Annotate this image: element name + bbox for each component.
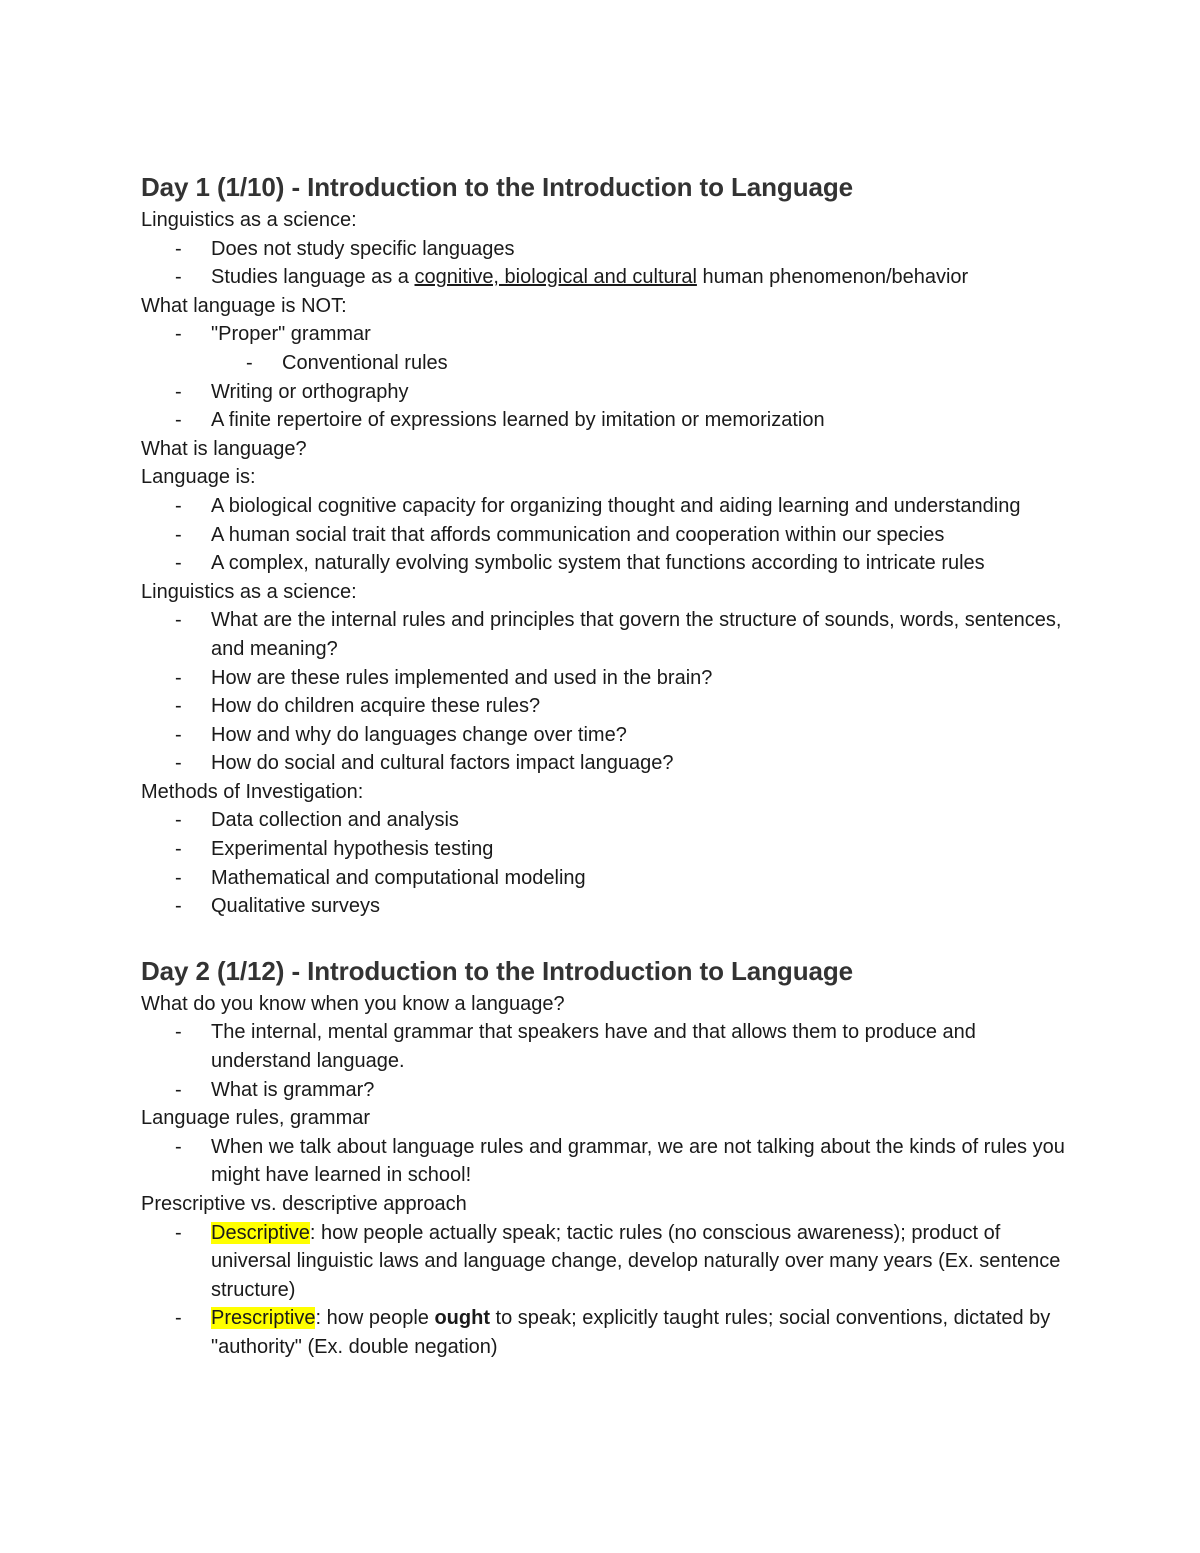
list-item: - The internal, mental grammar that speakers have and that allows them to produce and understand language.	[175, 1021, 976, 1073]
list-item: - Studies language as a cognitive, biological and cultural human phenomenon/behavior	[175, 266, 969, 289]
section-label: What language is NOT:	[141, 294, 347, 317]
section-label: Prescriptive vs. descriptive approach	[141, 1193, 467, 1215]
section-label: Linguistics as a science:	[141, 580, 357, 603]
list-item: - When we talk about language rules and grammar, we are not talking about the kinds of rules you might have learned in school!	[175, 1135, 1065, 1187]
list-item: - A finite repertoire of expressions learned by imitation or memorization	[175, 409, 825, 432]
section-label: Linguistics as a science:	[141, 209, 357, 231]
document-page	[141, 168, 1081, 1362]
highlighted-term: Descriptive	[211, 1221, 310, 1244]
section-label: Methods of Investigation:	[141, 780, 364, 803]
section-label: What do you know when you know a language?	[141, 992, 565, 1015]
underlined-text: cognitive, biological and cultural	[414, 266, 697, 289]
list-item: - "Proper" grammar	[175, 323, 371, 346]
list-item: - Experimental hypothesis testing	[175, 838, 494, 861]
section-label: Language is:	[141, 466, 256, 489]
list-item: - Prescriptive: how people ought to speak; explicitly taught rules; social conventions, dictated by "authority" (Ex. double negation)	[175, 1307, 1051, 1358]
list-item: - Writing or orthography	[175, 380, 409, 403]
bold-text: ought	[434, 1307, 490, 1330]
list-item: - A human social trait that affords communication and cooperation within our species	[175, 523, 945, 546]
list-item: - Descriptive: how people actually speak; tactic rules (no conscious awareness); product of universal linguistic laws and language change, develop naturally over many years (Ex. sentence structure)	[175, 1221, 1061, 1301]
section-label: Language rules, grammar	[141, 1107, 371, 1130]
list-item: - How do social and cultural factors impact language?	[175, 752, 674, 775]
list-item: - How are these rules implemented and used in the brain?	[175, 666, 713, 689]
sub-list-item: - Conventional rules	[246, 351, 448, 374]
list-item: - How and why do languages change over time?	[175, 723, 627, 746]
day2-heading: Day 2 (1/12) - Introduction to the Introduction to Language	[141, 955, 853, 986]
list-item: - How do children acquire these rules?	[175, 695, 541, 718]
list-item: - A complex, naturally evolving symbolic system that functions according to intricate rules	[175, 552, 985, 575]
highlighted-term: Prescriptive	[211, 1307, 316, 1330]
list-item: - What is grammar?	[175, 1078, 375, 1101]
day1-heading: Day 1 (1/10) - Introduction to the Introduction to Language	[141, 172, 853, 202]
list-item: - A biological cognitive capacity for organizing thought and aiding learning and understanding	[175, 494, 1021, 517]
list-item: - Mathematical and computational modeling	[175, 866, 586, 889]
section-label: What is language?	[141, 437, 307, 460]
list-item: - Qualitative surveys	[175, 895, 380, 918]
list-item: - Data collection and analysis	[175, 809, 459, 832]
list-item: - What are the internal rules and principles that govern the structure of sounds, words, sentences, and meaning?	[175, 609, 1062, 660]
list-item: - Does not study specific languages	[175, 237, 515, 260]
